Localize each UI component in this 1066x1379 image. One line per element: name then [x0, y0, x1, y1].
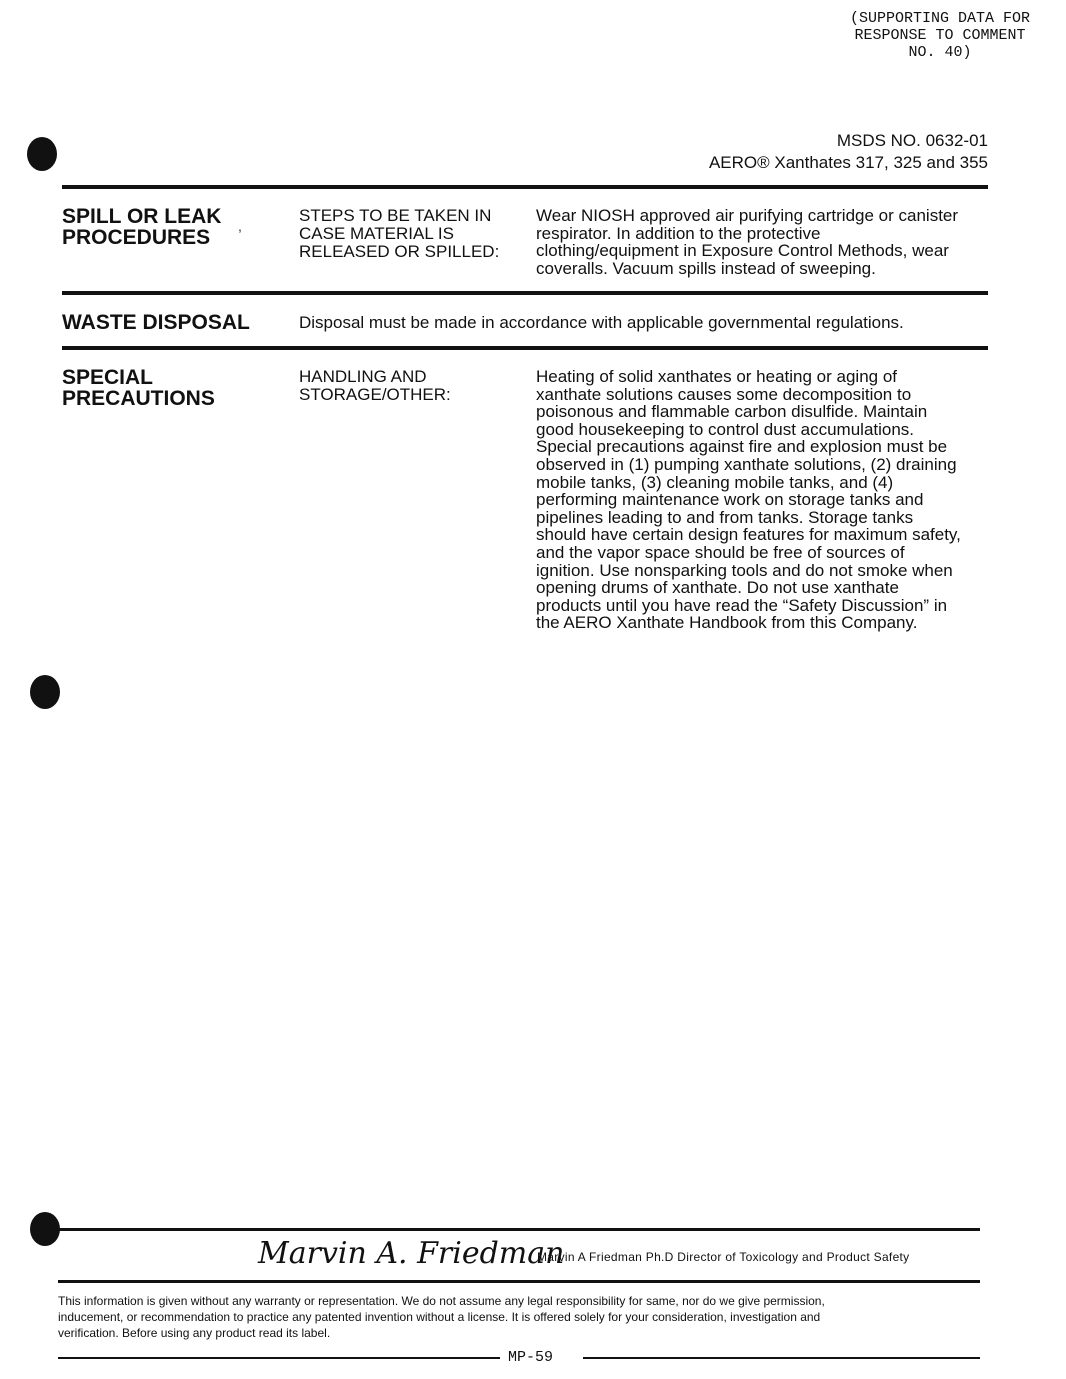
body-line: performing maintenance work on storage tanks and [536, 490, 924, 510]
disclaimer-line: This information is given without any warranty or representation. We do not assume any legal responsibility for same, nor do we give permission, [58, 1294, 825, 1308]
section-divider [62, 346, 988, 350]
header-note-line: RESPONSE TO COMMENT [854, 27, 1026, 44]
spill-text [536, 207, 996, 277]
body-line: xanthate solutions causes some decomposition to [536, 384, 912, 404]
header-note [845, 10, 1035, 61]
waste-text: Disposal must be made in accordance with applicable governmental regulations. [299, 313, 904, 332]
signature-caption: Marvin A Friedman Ph.D Director of Toxicology and Product Safety [537, 1250, 910, 1264]
body-line: mobile tanks, (3) cleaning mobile tanks, and (4) [536, 472, 894, 492]
signature-rule [55, 1228, 980, 1231]
body-line: coveralls. Vacuum spills instead of sweeping. [536, 258, 876, 278]
msds-number: MSDS NO. 0632-01 [836, 131, 988, 150]
body-line: ignition. Use nonsparking tools and do not smoke when [536, 560, 953, 580]
spill-label [299, 207, 499, 261]
label-line: STORAGE/OTHER: [299, 385, 451, 404]
footer-rule [583, 1357, 980, 1359]
body-line: poisonous and flammable carbon disulfide. Maintain [536, 402, 928, 422]
body-line: good housekeeping to control dust accumulations. [536, 419, 915, 439]
disclaimer-rule [58, 1280, 980, 1283]
special-text [536, 368, 996, 632]
body-line: Heating of solid xanthates or heating or aging of [536, 367, 898, 386]
section-divider [62, 291, 988, 295]
waste-heading: WASTE DISPOSAL [62, 311, 250, 334]
body-line: respirator. In addition to the protective [536, 223, 821, 243]
disclaimer-line: inducement, or recommendation to practice any patented invention without a license. It is offered solely for your consideration, investigation and [58, 1310, 821, 1324]
header-note-line: (SUPPORTING DATA FOR [849, 10, 1031, 27]
header-note-line: NO. 40) [908, 44, 972, 61]
spill-heading [62, 206, 221, 248]
msds-header [560, 130, 988, 174]
disclaimer [58, 1293, 983, 1341]
label-line: STEPS TO BE TAKEN IN [299, 206, 492, 225]
special-label [299, 368, 451, 404]
disclaimer-line: verification. Before using any product read its label. [58, 1326, 331, 1340]
label-line: CASE MATERIAL IS [299, 224, 454, 243]
footer-rule [58, 1357, 500, 1359]
signature: Marvin A. Friedman [258, 1236, 565, 1271]
heading-line: SPECIAL [62, 366, 154, 389]
body-line: observed in (1) pumping xanthate solutions, (2) draining [536, 454, 957, 474]
stray-mark: , [238, 218, 242, 234]
punch-hole [27, 137, 57, 171]
page-number: MP-59 [508, 1349, 554, 1366]
heading-line: PROCEDURES [62, 226, 211, 249]
heading-line: PRECAUTIONS [62, 387, 215, 410]
body-line: Wear NIOSH approved air purifying cartridge or canister [536, 206, 959, 225]
body-line: should have certain design features for maximum safety, [536, 525, 961, 545]
body-line: and the vapor space should be free of sources of [536, 542, 905, 562]
body-line: Special precautions against fire and explosion must be [536, 437, 948, 457]
special-heading [62, 367, 215, 409]
body-line: pipelines leading to and from tanks. Storage tanks [536, 507, 914, 527]
punch-hole [30, 675, 60, 709]
body-line: opening drums of xanthate. Do not use xanthate [536, 578, 899, 598]
section-divider [62, 185, 988, 189]
label-line: HANDLING AND [299, 367, 427, 386]
body-line: clothing/equipment in Exposure Control Methods, wear [536, 241, 949, 261]
body-line: products until you have read the “Safety Discussion” in [536, 595, 948, 615]
product-name: AERO® Xanthates 317, 325 and 355 [708, 153, 988, 172]
heading-line: SPILL OR LEAK [62, 205, 222, 228]
body-line: the AERO Xanthate Handbook from this Company. [536, 613, 918, 633]
label-line: RELEASED OR SPILLED: [299, 242, 500, 261]
